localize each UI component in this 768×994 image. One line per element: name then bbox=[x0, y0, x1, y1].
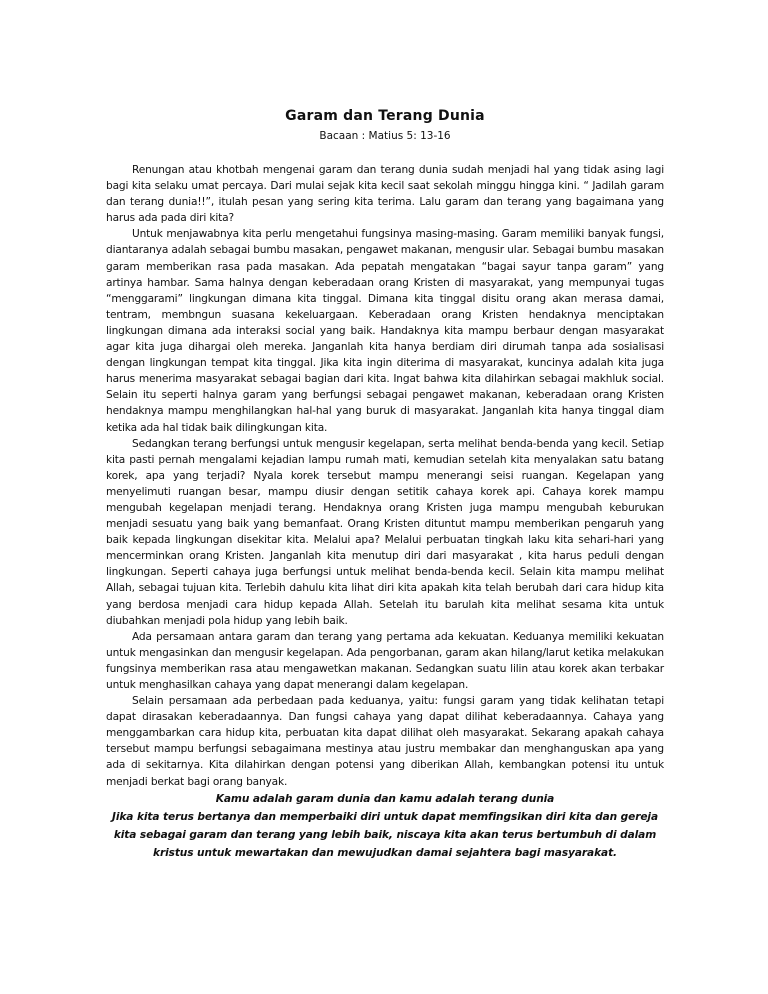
document-body bbox=[106, 162, 664, 790]
paragraph-salt: Untuk menjawabnya kita perlu mengetahui fungsinya masing-masing. Garam memiliki banyak fungsi, diantaranya adalah sebagai bumbu masakan, pengawet makanan, mengusir ular. Sebagai bumbu masakan garam memberikan rasa pada masakan. Ada pepatah mengatakan “bagai sayur tanpa garam” yang artinya hambar. Sama halnya dengan keberadaan orang Kristen di masyarakat, yang mempunyai tugas “menggarami” lingkungan dimana kita tinggal. Dimana kita tinggal disitu orang akan merasa damai, tentram, membngun suasana kekeluargaan. Keberadaan orang Kristen hendaknya menciptakan lingkungan dimana ada interaksi social yang baik. Handaknya kita mampu berbaur dengan masyarakat agar kita juga dihargai oleh mereka. Janganlah kita hanya berdiam diri dirumah tanpa ada sosialisasi dengan lingkungan tempat kita tinggal. Jika kita ingin diterima di masyarakat, kuncinya adalah kita juga harus menerima masyarakat sebagai bagian dari kita. Ingat bahwa kita dilahirkan sebagai makhluk social. Selain itu seperti halnya garam yang berfungsi sebagai pengawet makanan, keberadaan orang Kristen hendaknya mampu menghilangkan hal-hal yang buruk di masyarakat. Janganlah kita hanya tinggal diam ketika ada hal tidak baik dilingkungan kita. bbox=[106, 228, 664, 434]
paragraph-light: Sedangkan terang berfungsi untuk mengusir kegelapan, serta melihat benda-benda yang kecil. Setiap kita pasti pernah mengalami kejadian lampu rumah mati, kemudian setelah kita menyalakan satu batang korek, apa yang terjadi? Nyala korek tersebut mampu menerangi seisi ruangan. Kegelapan yang menyelimuti ruangan besar, mampu diusir dengan setitik cahaya korek api. Cahaya korek mampu mengubah kegelapan menjadi terang. Hendaknya orang Kristen juga mampu mengubah keburukan menjadi sesuatu yang baik yang bemanfaat. Orang Kristen dituntut mampu memberikan pengaruh yang baik kepada lingkungan disekitar kita. Melalui apa? Melalui perbuatan tingkah laku kita sehari-hari yang mencerminkan orang Kristen. Janganlah kita menutup diri dari masyarakat , kita harus peduli dengan lingkungan. Seperti cahaya juga berfungsi untuk melihat benda-benda kecil. Selain kita mampu melihat Allah, sebagai tujuan kita. Terlebih dahulu kita lihat diri kita apakah kita telah berubah dari cara hidup kita yang berdosa menjadi cara hidup kepada Allah. Setelah itu barulah kita melihat sesama kita untuk diubahkan menjadi pola hidup yang lebih baik. bbox=[106, 437, 664, 627]
closing-line-1: Kamu adalah garam dunia dan kamu adalah terang dunia bbox=[215, 792, 555, 805]
paragraph-intro: Renungan atau khotbah mengenai garam dan terang dunia sudah menjadi hal yang tidak asing lagi bagi kita selaku umat percaya. Dari mulai sejak kita kecil saat sekolah minggu hingga kini. “ Jadilah garam dan terang dunia!!”, itulah pesan yang sering kita terima. Lalu garam dan terang yang bagaimana yang harus ada pada diri kita? bbox=[106, 164, 664, 225]
closing-line-2: Jika kita terus bertanya dan memperbaiki diri untuk dapat memfingsikan diri kita dan gereja kita sebagai garam dan terang yang lebih baik, niscaya kita akan terus bertumbuh di dalam kristus untuk mewartakan dan mewujudkan damai sejahtera bagi masyarakat. bbox=[111, 810, 659, 859]
document-title: Garam dan Terang Dunia bbox=[285, 108, 485, 124]
paragraph-differences: Selain persamaan ada perbedaan pada keduanya, yaitu: fungsi garam yang tidak kelihatan tetapi dapat dirasakan keberadaannya. Dan fungsi cahaya yang dapat dilihat keberadaannya. Cahaya yang menggambarkan cara hidup kita, perbuatan kita dapat dilihat oleh masyarakat. Sekarang apakah cahaya tersebut mampu berfungsi sebagaimana mestinya atau justru membakar dan menghanguskan apa yang ada di sekitarnya. Kita dilahirkan dengan potensi yang diberikan Allah, kembangkan potensi itu untuk menjadi berkat bagi orang banyak. bbox=[106, 695, 664, 788]
closing-statement bbox=[106, 790, 664, 862]
scripture-reference: Bacaan : Matius 5: 13-16 bbox=[319, 130, 451, 142]
paragraph-similarities: Ada persamaan antara garam dan terang yang pertama ada kekuatan. Keduanya memiliki kekuatan untuk mengasinkan dan mengusir kegelapan. Ada pengorbanan, garam akan hilang/larut ketika melakukan fungsinya memberikan rasa atau mengawetkan makanan. Sedangkan suatu lilin atau korek akan terbakar untuk menghasilkan cahaya yang dapat menerangi dalam kegelapan. bbox=[106, 630, 664, 691]
document-page bbox=[106, 106, 664, 862]
